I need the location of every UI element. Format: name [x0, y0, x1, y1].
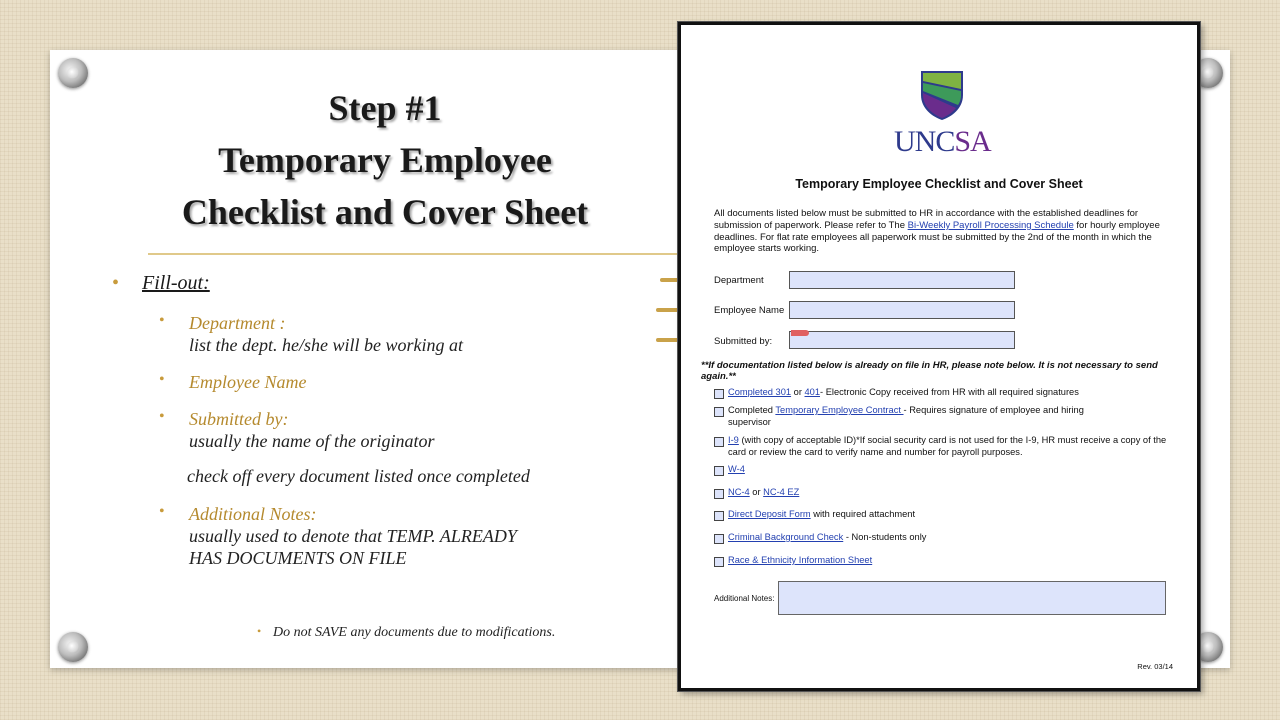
slide-title	[140, 82, 630, 238]
submitted-by-desc: usually the name of the originator	[189, 431, 435, 451]
additional-notes-desc-2: HAS DOCUMENTS ON FILE	[189, 548, 407, 568]
bullet-submitted-by	[159, 408, 435, 452]
department-label: Department :	[189, 313, 286, 333]
checklist-text-contract	[728, 405, 1098, 428]
check-off-note: check off every document listed once completed	[187, 466, 530, 486]
title-line-3: Checklist and Cover Sheet	[181, 192, 589, 232]
submitted-by-input[interactable]	[789, 331, 1015, 349]
logo-unc: UNC	[894, 125, 955, 158]
intro-text-1: All documents listed below must be submitted to HR in accordance with the established deadlines for submission of paperwork. Please refer to The	[714, 208, 1139, 231]
or-text: or	[791, 387, 805, 397]
submitted-by-label: Submitted by:	[189, 409, 289, 429]
title-line-1: Step #1	[328, 88, 442, 128]
fill-out-label: Fill-out:	[142, 272, 210, 294]
bullet-dot-icon: •	[159, 503, 165, 520]
checklist-text-nc4	[728, 487, 1168, 499]
checkbox-i9[interactable]	[714, 437, 724, 447]
direct-deposit-desc: with required attachment	[810, 509, 916, 519]
checklist-text-w4	[728, 464, 1168, 476]
bullet-dot-icon: •	[159, 371, 165, 388]
checkbox-301[interactable]	[714, 389, 724, 399]
title-line-2: Temporary Employee	[218, 140, 552, 180]
logo-sa: SA	[954, 125, 991, 158]
payroll-schedule-link[interactable]: Bi-Weekly Payroll Processing Schedule	[907, 219, 1074, 231]
employee-name-field-label: Employee Name	[714, 305, 785, 316]
or-text: or	[749, 487, 764, 497]
additional-notes-input[interactable]	[778, 581, 1166, 615]
bullet-dot-icon: •	[159, 312, 165, 329]
title-divider	[148, 253, 678, 255]
submitted-by-field-label: Submitted by:	[714, 336, 773, 347]
department-input[interactable]	[789, 271, 1015, 289]
form-title: Temporary Employee Checklist and Cover Sheet	[795, 177, 1083, 191]
direct-deposit-link[interactable]: Direct Deposit Form	[728, 509, 811, 519]
save-note	[257, 624, 556, 641]
bullet-employee-name	[159, 371, 307, 393]
form-intro	[714, 208, 1174, 255]
temp-contract-link[interactable]: Temporary Employee Contract	[775, 405, 904, 415]
rivet-bottom-left	[58, 632, 88, 662]
checkbox-background-check[interactable]	[714, 534, 724, 544]
rivet-top-left	[58, 58, 88, 88]
employee-name-input[interactable]	[789, 301, 1015, 319]
already-on-file-warning: **If documentation listed below is already on file in HR, please note below. It is not necessary to send again.**	[701, 360, 1158, 382]
department-desc: list the dept. he/she will be working at	[189, 335, 463, 355]
checklist-contract-desc: - Requires signature of employee and hiring supervisor	[728, 405, 1084, 427]
employee-name-label: Employee Name	[189, 372, 307, 392]
department-field-label: Department	[714, 275, 764, 286]
checklist-text-301	[728, 387, 1168, 399]
bullet-additional-notes	[159, 503, 517, 569]
bullet-dot-icon: •	[257, 624, 262, 638]
intro-text-2: for hourly employee deadlines. For flat rate employees all paperwork must be submitted by the 2nd of the month in which the employee starts working.	[714, 219, 1160, 255]
checklist-i9-desc: (with copy of acceptable ID)*If social security card is not used for the I-9, HR must receive a copy of the card or review the card to verify name and number for payroll purposes.	[728, 435, 1167, 457]
background-check-link[interactable]: Criminal Background Check	[728, 532, 844, 542]
bullet-dot-icon: •	[112, 272, 120, 294]
uncsa-shield-icon	[919, 69, 965, 121]
bullet-fill-out	[112, 272, 210, 295]
completed-text: Completed	[728, 405, 776, 415]
checkbox-race-ethnicity[interactable]	[714, 557, 724, 567]
race-ethnicity-link[interactable]: Race & Ethnicity Information Sheet	[728, 555, 873, 565]
additional-notes-field-label: Additional Notes:	[714, 594, 775, 603]
w4-link[interactable]: W-4	[728, 464, 745, 474]
checklist-form-document	[678, 22, 1200, 691]
checklist-text-race-ethnicity	[728, 555, 1168, 567]
i9-link[interactable]: I-9	[728, 435, 739, 445]
uncsa-logo	[894, 125, 991, 159]
background-check-desc: - Non-students only	[843, 532, 927, 542]
checkbox-contract[interactable]	[714, 407, 724, 417]
nc4-ez-link[interactable]: NC-4 EZ	[763, 487, 800, 497]
checklist-text-background-check	[728, 532, 1168, 544]
bullet-dot-icon: •	[159, 408, 165, 425]
checkbox-direct-deposit[interactable]	[714, 511, 724, 521]
revision-label: Rev. 03/14	[1137, 662, 1173, 671]
checkbox-nc4[interactable]	[714, 489, 724, 499]
additional-notes-desc-1: usually used to denote that TEMP. ALREADY	[189, 526, 517, 546]
additional-notes-label: Additional Notes:	[189, 504, 317, 524]
checklist-text-i9	[728, 435, 1168, 458]
completed-301-link[interactable]: Completed 301	[728, 387, 792, 397]
save-note-text: Do not SAVE any documents due to modifications.	[273, 625, 556, 640]
checkbox-w4[interactable]	[714, 466, 724, 476]
checklist-text-direct-deposit	[728, 509, 1168, 521]
nc4-link[interactable]: NC-4	[728, 487, 750, 497]
checklist-301-desc: - Electronic Copy received from HR with all required signatures	[820, 387, 1079, 397]
form-401-link[interactable]: 401	[804, 387, 821, 397]
field-marker-icon	[791, 330, 809, 336]
bullet-department	[159, 312, 463, 356]
